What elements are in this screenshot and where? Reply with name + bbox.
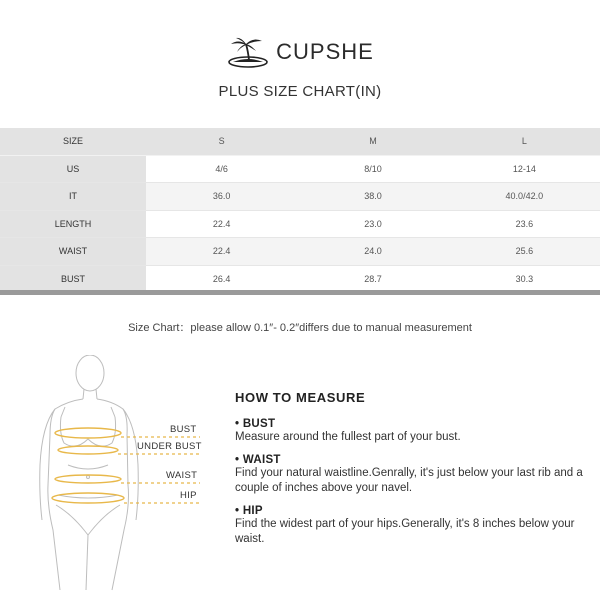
how-to-measure-title: HOW TO MEASURE bbox=[235, 390, 366, 405]
header-cell-l: L bbox=[449, 128, 600, 155]
table-cell: 38.0 bbox=[297, 183, 448, 211]
figure-label-bust: BUST bbox=[170, 424, 197, 435]
table-cell: 23.6 bbox=[449, 210, 600, 238]
palm-tree-island-icon bbox=[226, 35, 270, 69]
table-row-bust bbox=[0, 265, 600, 293]
table-row-waist bbox=[0, 238, 600, 266]
measure-heading: • HIP bbox=[235, 505, 263, 517]
brand-name: CUPSHE bbox=[276, 39, 374, 64]
row-label: IT bbox=[0, 183, 146, 211]
measure-item-hip bbox=[235, 505, 590, 547]
measure-heading: • BUST bbox=[235, 418, 276, 430]
table-cell: 22.4 bbox=[146, 238, 297, 266]
table-row-length bbox=[0, 210, 600, 238]
table-cell: 36.0 bbox=[146, 183, 297, 211]
figure-label-hip: HIP bbox=[180, 490, 197, 501]
how-to-measure-section bbox=[235, 390, 590, 556]
figure-label-waist: WAIST bbox=[166, 470, 198, 481]
table-cell: 22.4 bbox=[146, 210, 297, 238]
table-bottom-rule bbox=[0, 290, 600, 295]
table-cell: 40.0/42.0 bbox=[449, 183, 600, 211]
row-label: BUST bbox=[0, 265, 146, 293]
table-cell: 12-14 bbox=[449, 155, 600, 183]
row-label: US bbox=[0, 155, 146, 183]
table-row-it bbox=[0, 183, 600, 211]
measure-description: Find your natural waistline.Genrally, it's just below your last rib and a couple of inches above your navel. bbox=[235, 467, 583, 494]
header-cell-m: M bbox=[297, 128, 448, 155]
table-cell: 26.4 bbox=[146, 265, 297, 293]
row-label: LENGTH bbox=[0, 210, 146, 238]
measure-item-bust bbox=[235, 418, 590, 445]
measure-heading: • WAIST bbox=[235, 454, 281, 466]
table-cell: 28.7 bbox=[297, 265, 448, 293]
table-cell: 30.3 bbox=[449, 265, 600, 293]
header-cell-s: S bbox=[146, 128, 297, 155]
measure-item-waist bbox=[235, 454, 590, 496]
measure-description: Measure around the fullest part of your bust. bbox=[235, 431, 461, 443]
brand-header bbox=[0, 35, 600, 69]
table-row-us bbox=[0, 155, 600, 183]
header-cell-size: SIZE bbox=[0, 128, 146, 155]
body-measurement-figure bbox=[28, 355, 208, 595]
table-cell: 4/6 bbox=[146, 155, 297, 183]
table-cell: 24.0 bbox=[297, 238, 448, 266]
measurement-note: Size Chart：please allow 0.1″- 0.2″differs due to manual measurement bbox=[128, 322, 472, 334]
table-cell: 23.0 bbox=[297, 210, 448, 238]
table-cell: 8/10 bbox=[297, 155, 448, 183]
chart-title: PLUS SIZE CHART(IN) bbox=[218, 83, 382, 100]
table-cell: 25.6 bbox=[449, 238, 600, 266]
size-table bbox=[0, 128, 600, 293]
measure-description: Find the widest part of your hips.Generally, it's 8 inches below your waist. bbox=[235, 518, 575, 545]
row-label: WAIST bbox=[0, 238, 146, 266]
figure-label-under-bust: UNDER BUST bbox=[137, 441, 202, 452]
table-header-row bbox=[0, 128, 600, 155]
